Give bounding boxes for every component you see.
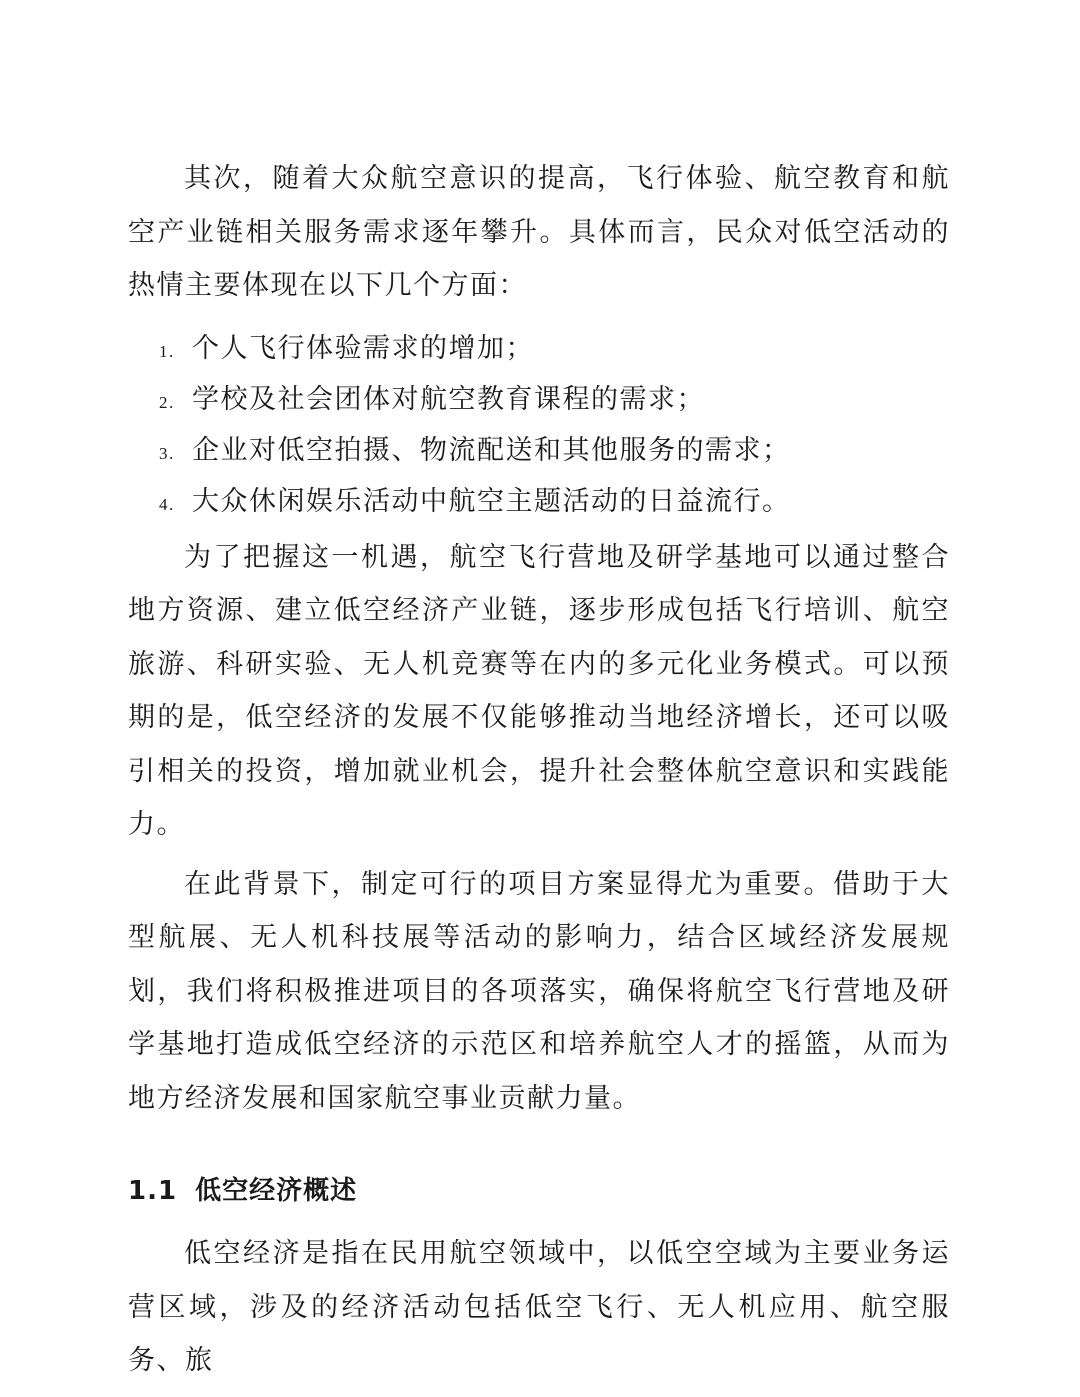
document-body [128, 152, 950, 1388]
demand-list [128, 323, 950, 527]
paragraph-definition: 低空经济是指在民用航空领域中，以低空空域为主要业务运营区域，涉及的经济活动包括低空飞行、无人机应用、航空服务、旅 [128, 1238, 950, 1376]
list-text: 学校及社会团体对航空教育课程的需求； [192, 383, 705, 415]
list-text: 企业对低空拍摄、物流配送和其他服务的需求； [192, 434, 791, 466]
paragraph-opportunity: 为了把握这一机遇，航空飞行营地及研学基地可以通过整合地方资源、建立低空经济产业链，逐步形成包括飞行培训、航空旅游、科研实验、无人机竞赛等在内的多元化业务模式。可以预期的是，低空经济的发展不仅能够推动当地经济增长，还可以吸引相关的投资，增加就业机会，提升社会整体航空意识和实践能力。 [128, 541, 950, 840]
paragraph-background: 在此背景下，制定可行的项目方案显得尤为重要。借助于大型航展、无人机科技展等活动的影响力，结合区域经济发展规划，我们将积极推进项目的各项落实，确保将航空飞行营地及研学基地打造成低空经济的示范区和培养航空人才的摇篮，从而为地方经济发展和国家航空事业贡献力量。 [128, 868, 950, 1114]
list-item [128, 323, 950, 374]
list-text: 个人飞行体验需求的增加； [192, 332, 534, 364]
list-number: 2. [159, 392, 175, 412]
list-item [128, 476, 950, 527]
list-number: 1. [159, 341, 175, 361]
list-item [128, 374, 950, 425]
list-number: 3. [159, 443, 175, 463]
section-number: 1.1 [128, 1176, 178, 1206]
list-text: 大众休闲娱乐活动中航空主题活动的日益流行。 [192, 485, 791, 517]
section-title: 低空经济概述 [195, 1176, 358, 1206]
section-heading [128, 1169, 950, 1213]
list-number: 4. [159, 494, 175, 514]
paragraph-intro: 其次，随着大众航空意识的提高，飞行体验、航空教育和航空产业链相关服务需求逐年攀升。具体而言，民众对低空活动的热情主要体现在以下几个方面： [128, 163, 950, 301]
list-item [128, 425, 950, 476]
